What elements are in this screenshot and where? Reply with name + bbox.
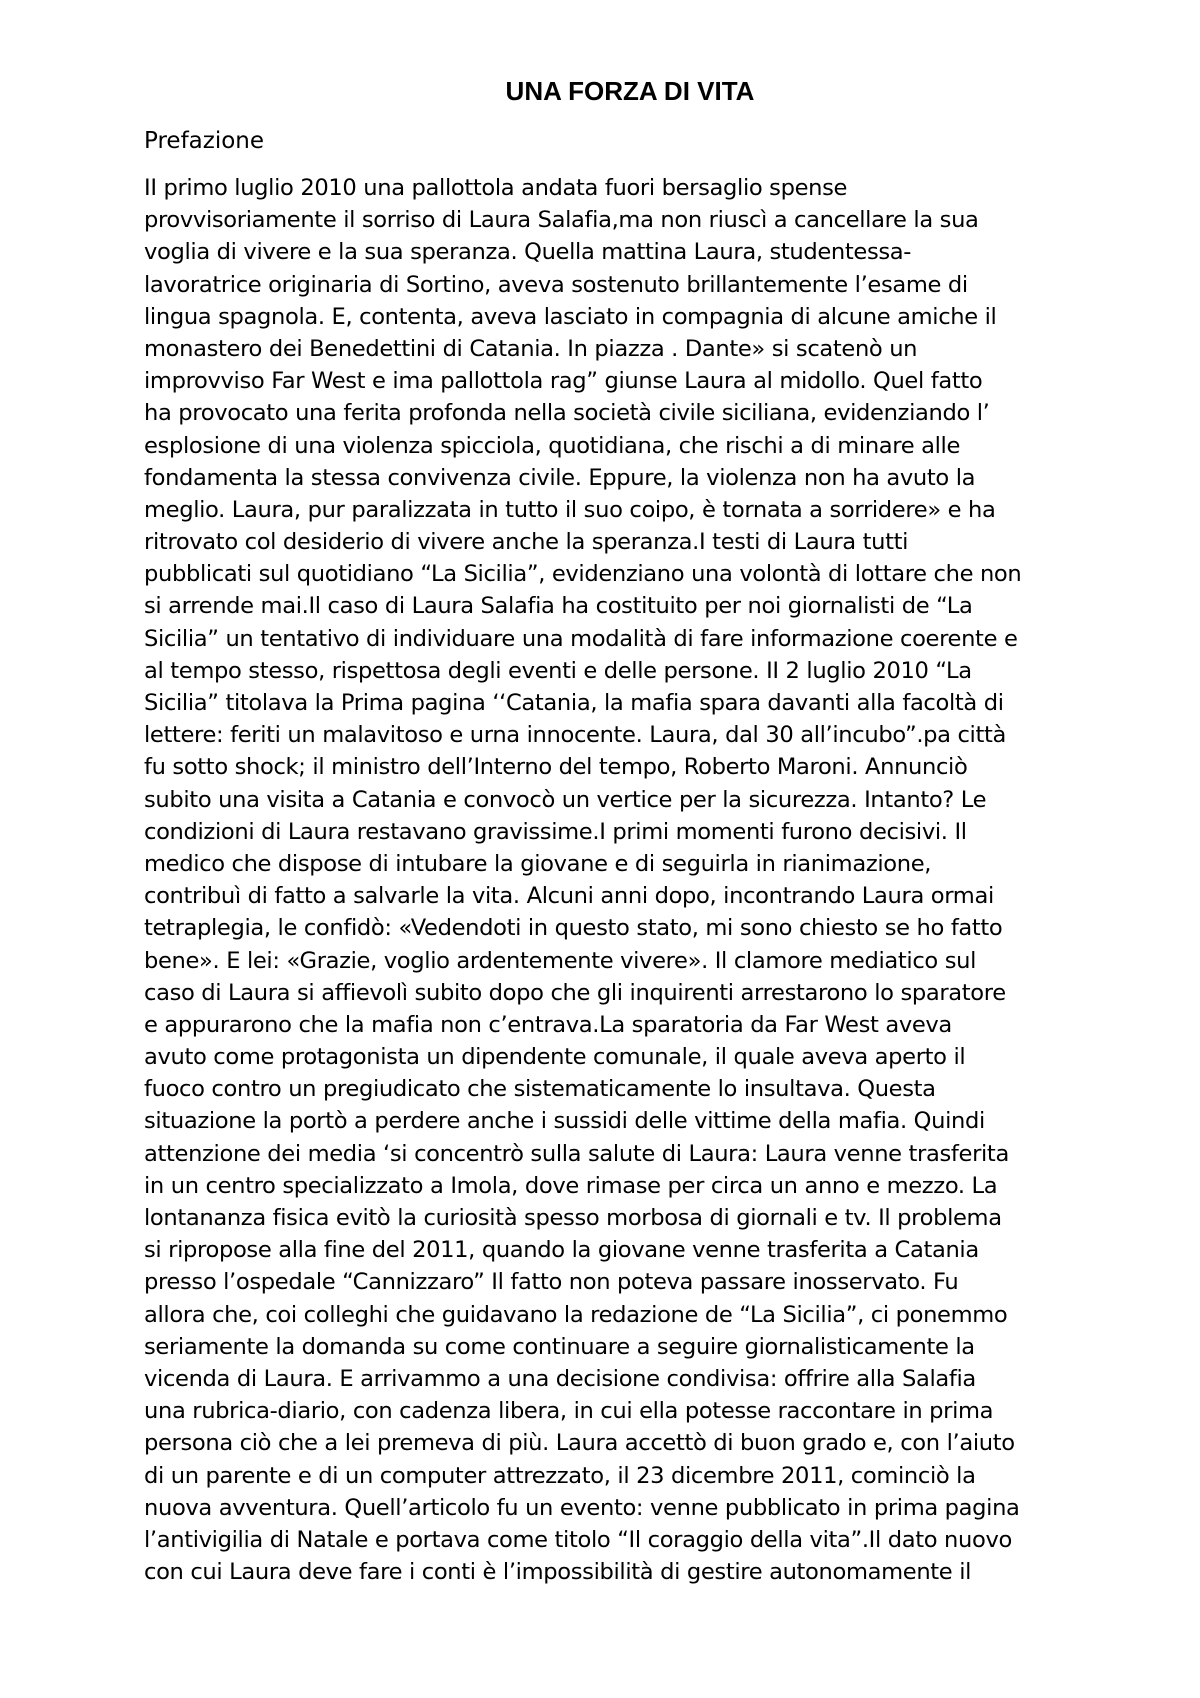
body-text-line: condizioni di Laura restavano gravissime.I primi momenti furono decisivi. Il — [144, 818, 967, 845]
body-text-line: al tempo stesso, rispettosa degli eventi e delle persone. II 2 luglio 2010 “La — [144, 657, 972, 684]
body-text-line: improvviso Far West e ima pallottola rag” giunse Laura al midollo. Quel fatto — [144, 368, 983, 395]
body-text-line: si arrende mai.Il caso di Laura Salafia ha costituito per noi giornalisti de “La — [144, 593, 973, 620]
body-text-line: una rubrica-diario, con cadenza libera, in cui ella potesse raccontare in prima — [144, 1398, 994, 1425]
body-text-line: fuoco contro un pregiudicato che sistematicamente lo insultava. Questa — [144, 1076, 936, 1103]
body-text-line: II primo luglio 2010 una pallottola andata fuori bersaglio spense — [144, 175, 848, 201]
body-text-line: allora che, coi colleghi che guidavano la redazione de “La Sicilia”, ci ponemmo — [144, 1301, 1008, 1328]
body-text-line: provvisoriamente il sorriso di Laura Salafia,ma non riuscì a cancellare la sua — [144, 207, 979, 234]
body-text-line: situazione la portò a perdere anche i sussidi delle vittime della mafia. Quindi — [144, 1108, 985, 1135]
body-text-line: caso di Laura si affievolì subito dopo che gli inquirenti arrestarono lo sparatore — [144, 979, 1006, 1006]
body-text-line: attenzione dei media ‘si concentrò sulla salute di Laura: Laura venne trasferita — [144, 1140, 1009, 1167]
body-text-line: lavoratrice originaria di Sortino, aveva sostenuto brillantemente l’esame di — [144, 271, 968, 298]
document-title: UNA FORZA DI VITA — [505, 76, 755, 106]
body-text-line: nuova avventura. Quell’articolo fu un evento: venne pubblicato in prima pagina — [144, 1494, 1020, 1521]
body-text-line: monastero dei Benedettini di Catania. In piazza . Dante» si scatenò un — [144, 335, 918, 362]
body-text — [144, 172, 1174, 1588]
body-text-line: seriamente la domanda su come continuare a seguire giornalisticamente la — [144, 1333, 975, 1360]
body-text-line: tetraplegia, le confidò: «Vedendoti in questo stato, mi sono chiesto se ho fatto — [144, 915, 1003, 942]
body-text-line: in un centro specializzato a Imola, dove rimase per circa un anno e mezzo. La — [144, 1172, 998, 1199]
body-text-line: subito una visita a Catania e convocò un vertice per la sicurezza. Intanto? Le — [144, 786, 987, 813]
body-text-line: vicenda di Laura. E arrivammo a una decisione condivisa: offrire alla Salafia — [144, 1365, 976, 1392]
body-text-line: l’antivigilia di Natale e portava come titolo “Il coraggio della vita”.Il dato nuovo — [144, 1526, 1012, 1553]
body-text-line: contribuì di fatto a salvarle la vita. Alcuni anni dopo, incontrando Laura ormai — [144, 883, 994, 910]
body-text-line: fondamenta la stessa convivenza civile. Eppure, la violenza non ha avuto la — [144, 464, 976, 491]
body-text-line: ha provocato una ferita profonda nella società civile siciliana, evidenziando l’ — [144, 400, 990, 427]
body-text-line: Sicilia” titolava la Prima pagina ‘‘Catania, la mafia spara davanti alla facoltà di — [144, 690, 1004, 716]
body-text-line: persona ciò che a lei premeva di più. Laura accettò di buon grado e, con l’aiuto — [144, 1430, 1015, 1457]
body-text-line: ritrovato col desiderio di vivere anche la speranza.I testi di Laura tutti — [144, 529, 909, 556]
body-text-line: lontananza fisica evitò la curiosità spesso morbosa di giornali e tv. Il problema — [144, 1205, 1002, 1231]
body-text-line: lingua spagnola. E, contenta, aveva lasciato in compagnia di alcune amiche il — [144, 303, 997, 330]
body-text-line: meglio. Laura, pur paralizzata in tutto il suo coipo, è tornata a sorridere» e ha — [144, 496, 996, 523]
body-text-line: medico che dispose di intubare la giovane e di seguirla in rianimazione, — [144, 850, 932, 877]
body-text-line: pubblicati sul quotidiano “La Sicilia”, evidenziano una volontà di lottare che non — [144, 561, 1022, 588]
body-text-line: fu sotto shock; il ministro dell’Interno del tempo, Roberto Maroni. Annunciò — [144, 754, 968, 781]
section-heading: Prefazione — [144, 128, 265, 154]
body-text-line: Sicilia” un tentativo di individuare una modalità di fare informazione coerente e — [144, 625, 1018, 652]
body-text-line: voglia di vivere e la sua speranza. Quella mattina Laura, studentessa- — [144, 239, 912, 266]
body-text-line: avuto come protagonista un dipendente comunale, il quale aveva aperto il — [144, 1044, 966, 1071]
body-text-line: esplosione di una violenza spicciola, quotidiana, che rischi a di minare alle — [144, 432, 961, 459]
body-text-line: presso l’ospedale “Cannizzaro” Il fatto non poteva passare inosservato. Fu — [144, 1269, 959, 1296]
body-text-line: con cui Laura deve fare i conti è l’impossibilità di gestire autonomamente il — [144, 1559, 972, 1586]
body-text-line: di un parente e di un computer attrezzato, il 23 dicembre 2011, cominciò la — [144, 1462, 976, 1489]
body-text-line: lettere: feriti un malavitoso e urna innocente. Laura, dal 30 all’incubo”.pa città — [144, 722, 1006, 749]
body-text-line: si ripropose alla fine del 2011, quando la giovane venne trasferita a Catania — [144, 1237, 979, 1264]
body-text-line: e appurarono che la mafia non c’entrava.La sparatoria da Far West aveva — [144, 1011, 952, 1038]
body-text-line: bene». E lei: «Grazie, voglio ardentemente vivere». Il clamore mediatico sul — [144, 947, 977, 974]
